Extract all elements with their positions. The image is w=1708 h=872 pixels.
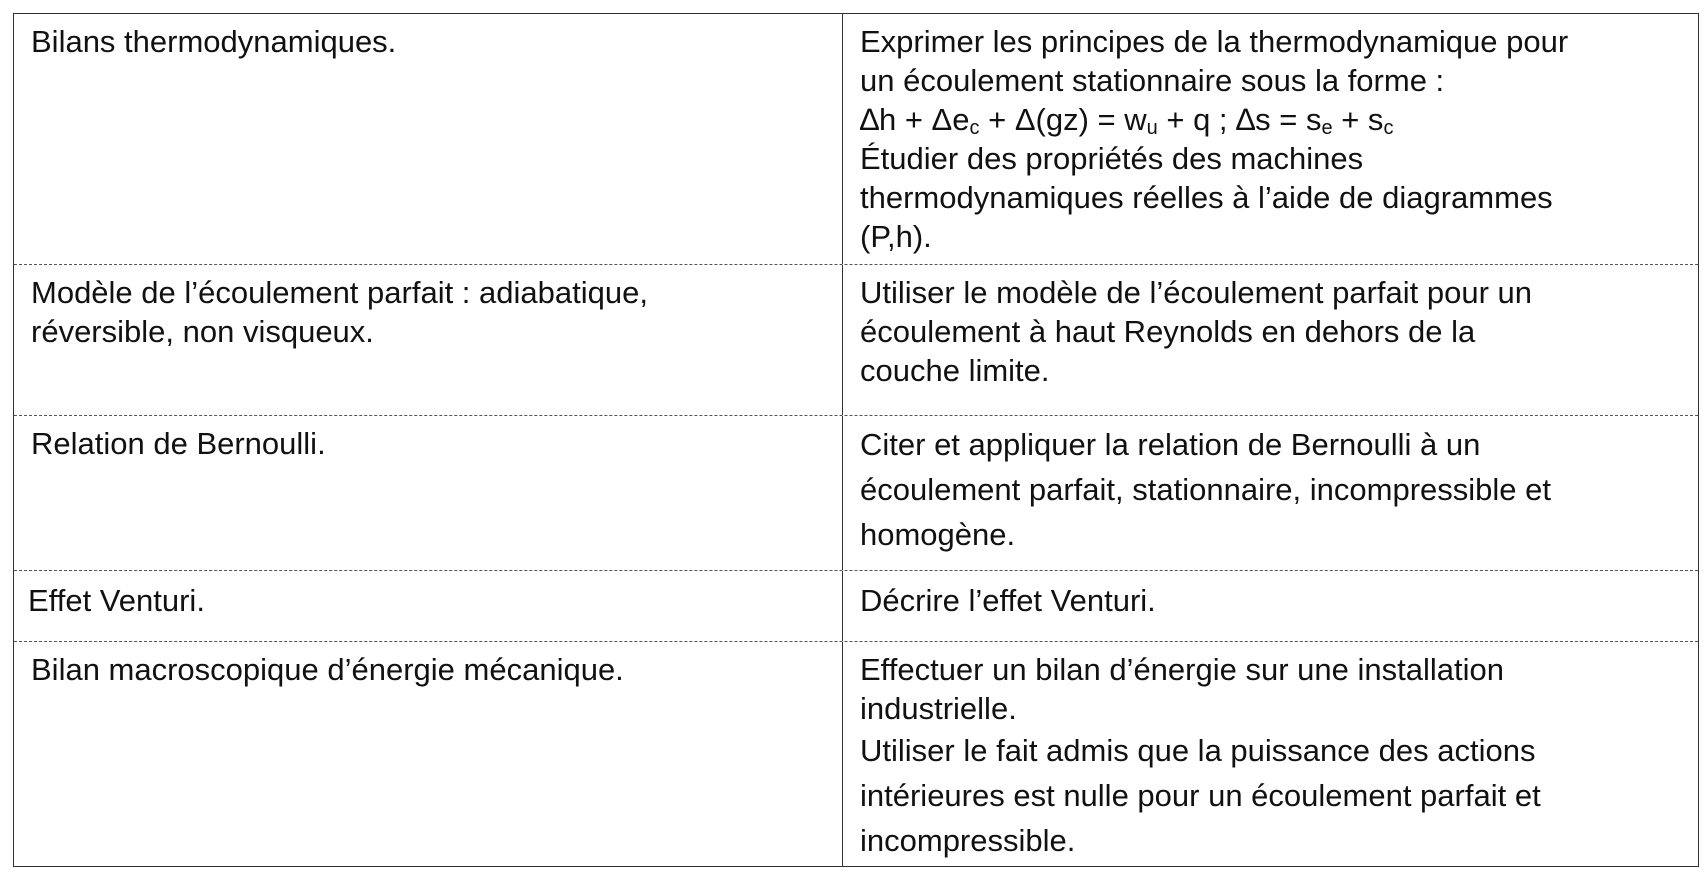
capacite-text: un écoulement stationnaire sous la forme : — [860, 63, 1445, 98]
notion-text: réversible, non visqueux. — [31, 314, 374, 349]
capacite-text: Utiliser le modèle de l’écoulement parfait pour un — [860, 275, 1533, 310]
table-row — [14, 571, 1698, 642]
capacite-text: industrielle. — [860, 691, 1017, 726]
formula-part: + Δ(gz) = w — [979, 102, 1147, 137]
table-row — [14, 642, 1698, 867]
formula-part: ∆h + Δe — [860, 102, 970, 137]
notion-cell — [14, 571, 843, 641]
notion-text: Relation de Bernoulli. — [31, 426, 326, 461]
notion-text: Bilan macroscopique d’énergie mécanique. — [31, 652, 624, 687]
capacite-text: Utiliser le fait admis que la puissance des actions — [860, 733, 1536, 768]
formula — [860, 100, 1698, 139]
capacite-text: écoulement à haut Reynolds en dehors de la — [860, 314, 1476, 349]
formula-subscript: c — [969, 117, 980, 139]
capacite-text: Citer et appliquer la relation de Bernoulli à un — [860, 427, 1481, 462]
formula-part: + q ; ∆s = s — [1157, 102, 1322, 137]
capacite-cell — [843, 642, 1698, 866]
capacite-cell — [843, 416, 1698, 570]
capacite-text: Étudier des propriétés des machines — [860, 141, 1364, 176]
formula-part: + s — [1332, 102, 1384, 137]
formula-subscript: e — [1321, 117, 1333, 139]
notion-text: Bilans thermodynamiques. — [31, 24, 397, 59]
table-row — [14, 416, 1698, 571]
notion-cell — [14, 265, 843, 415]
capacite-cell — [843, 265, 1698, 415]
capacite-cell — [843, 14, 1698, 264]
capacite-text: Exprimer les principes de la thermodynamique pour — [860, 24, 1569, 59]
capacite-text: Effectuer un bilan d’énergie sur une installation — [860, 652, 1504, 687]
notion-cell — [14, 416, 843, 570]
notion-text: Effet Venturi. — [28, 583, 205, 618]
capacite-text: Décrire l’effet Venturi. — [860, 583, 1156, 618]
capacite-text: écoulement parfait, stationnaire, incompressible et — [860, 472, 1551, 507]
capacite-text: incompressible. — [860, 823, 1076, 858]
formula-subscript: c — [1383, 117, 1394, 139]
table-row — [14, 14, 1698, 265]
capacite-text: homogène. — [860, 517, 1016, 552]
table-row — [14, 265, 1698, 416]
notion-text: Modèle de l’écoulement parfait : adiabatique, — [31, 275, 648, 310]
capacite-text: intérieures est nulle pour un écoulement parfait et — [860, 778, 1541, 813]
formula-subscript: u — [1146, 117, 1158, 139]
notion-cell — [14, 14, 843, 264]
capacite-text: couche limite. — [860, 353, 1050, 388]
curriculum-table — [13, 13, 1699, 867]
capacite-text: (P,h). — [860, 219, 932, 254]
notion-cell — [14, 642, 843, 866]
capacite-text: thermodynamiques réelles à l’aide de diagrammes — [860, 180, 1553, 215]
capacite-cell — [843, 571, 1698, 641]
